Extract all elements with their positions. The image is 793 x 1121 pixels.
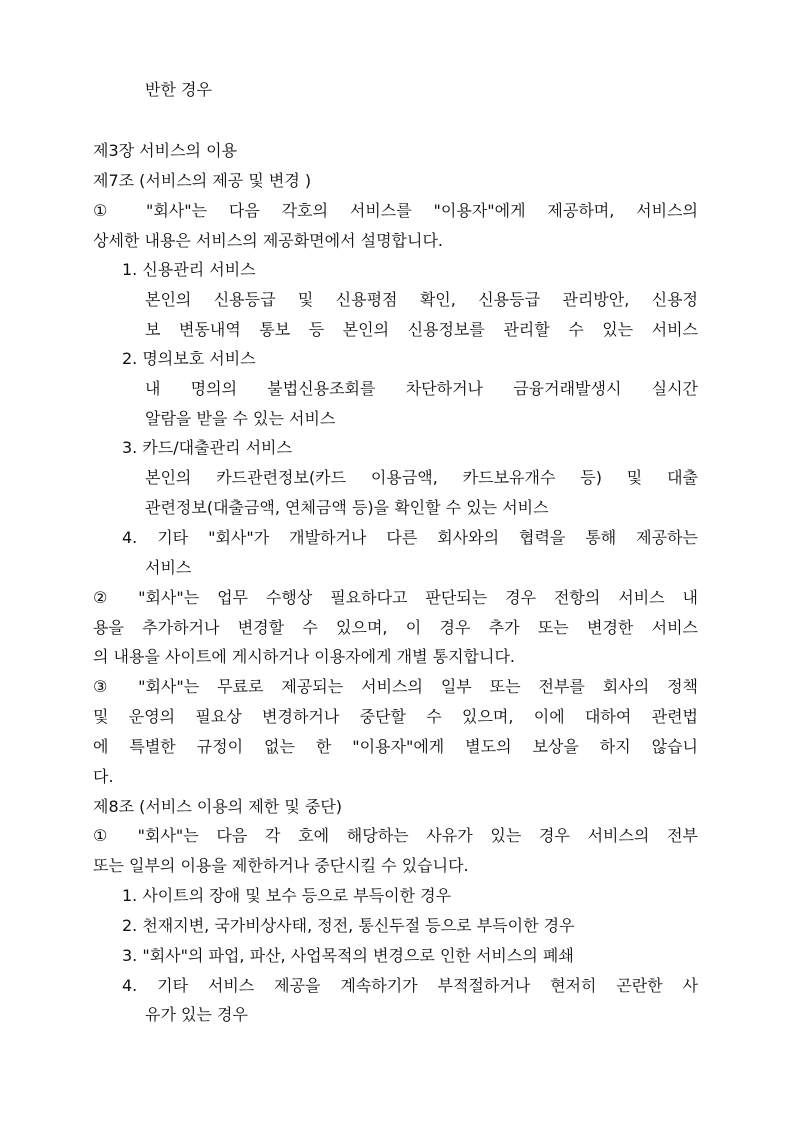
list-item-text: 내 명의의 불법신용조회를 차단하거나 금융거래발생시 실시간 xyxy=(145,379,698,398)
list-item-text: 서비스 xyxy=(145,558,192,577)
paragraph-line: 의 내용을 사이트에 게시하거나 이용자에게 개별 통지합니다. xyxy=(93,647,516,666)
list-item: 4. 기타 "회사"가 개발하거나 다른 회사와의 협력을 통해 제공하는 xyxy=(122,528,698,547)
list-item: 2. 명의보호 서비스 xyxy=(122,349,256,368)
chapter-heading: 제3장 서비스의 이용 xyxy=(93,141,237,160)
list-item: 1. 사이트의 장애 및 보수 등으로 부득이한 경우 xyxy=(122,886,452,905)
list-item-text: 본인의 카드관련정보(카드 이용금액, 카드보유개수 등) 및 대출 xyxy=(145,468,698,487)
article-heading: 제7조 (서비스의 제공 및 변경 ) xyxy=(93,171,312,190)
list-item: 3. "회사"의 파업, 파산, 사업목적의 변경으로 인한 서비스의 폐쇄 xyxy=(122,946,574,965)
list-item-text: 본인의 신용등급 및 신용평점 확인, 신용등급 관리방안, 신용정 xyxy=(145,290,698,309)
paragraph-line: ① "회사"는 다음 각호의 서비스를 "이용자"에게 제공하며, 서비스의 xyxy=(93,201,698,220)
list-item-text: 보 변동내역 통보 등 본인의 신용정보를 관리할 수 있는 서비스 xyxy=(145,320,698,339)
list-item: 4. 기타 서비스 제공을 계속하기가 부적절하거나 현저히 곤란한 사 xyxy=(122,976,698,995)
paragraph-line: 에 특별한 규정이 없는 한 "이용자"에게 별도의 보상을 하지 않습니 xyxy=(93,737,698,756)
article-heading: 제8조 (서비스 이용의 제한 및 중단) xyxy=(93,797,343,816)
paragraph-line: 다. xyxy=(93,767,114,786)
paragraph-line: 또는 일부의 이용을 제한하거나 중단시킬 수 있습니다. xyxy=(93,856,469,875)
paragraph-line: 및 운영의 필요상 변경하거나 중단할 수 있으며, 이에 대하여 관련법 xyxy=(93,707,698,726)
list-item-text: 관련정보(대출금액, 연체금액 등)을 확인할 수 있는 서비스 xyxy=(145,498,549,517)
list-item: 2. 천재지변, 국가비상사태, 정전, 통신두절 등으로 부득이한 경우 xyxy=(122,916,575,935)
paragraph-line: ② "회사"는 업무 수행상 필요하다고 판단되는 경우 전항의 서비스 내 xyxy=(93,588,698,607)
paragraph-line: 용을 추가하거나 변경할 수 있으며, 이 경우 추가 또는 변경한 서비스 xyxy=(93,618,698,637)
paragraph-line: ③ "회사"는 무료로 제공되는 서비스의 일부 또는 전부를 회사의 정책 xyxy=(93,677,698,696)
paragraph-line: ① "회사"는 다음 각 호에 해당하는 사유가 있는 경우 서비스의 전부 xyxy=(93,826,698,845)
list-item-text: 유가 있는 경우 xyxy=(145,1005,248,1024)
text-line: 반한 경우 xyxy=(145,80,212,99)
paragraph-line: 상세한 내용은 서비스의 제공화면에서 설명합니다. xyxy=(93,231,444,250)
list-item: 1. 신용관리 서비스 xyxy=(122,260,256,279)
list-item: 3. 카드/대출관리 서비스 xyxy=(122,438,292,457)
list-item-text: 알람을 받을 수 있는 서비스 xyxy=(145,409,336,428)
